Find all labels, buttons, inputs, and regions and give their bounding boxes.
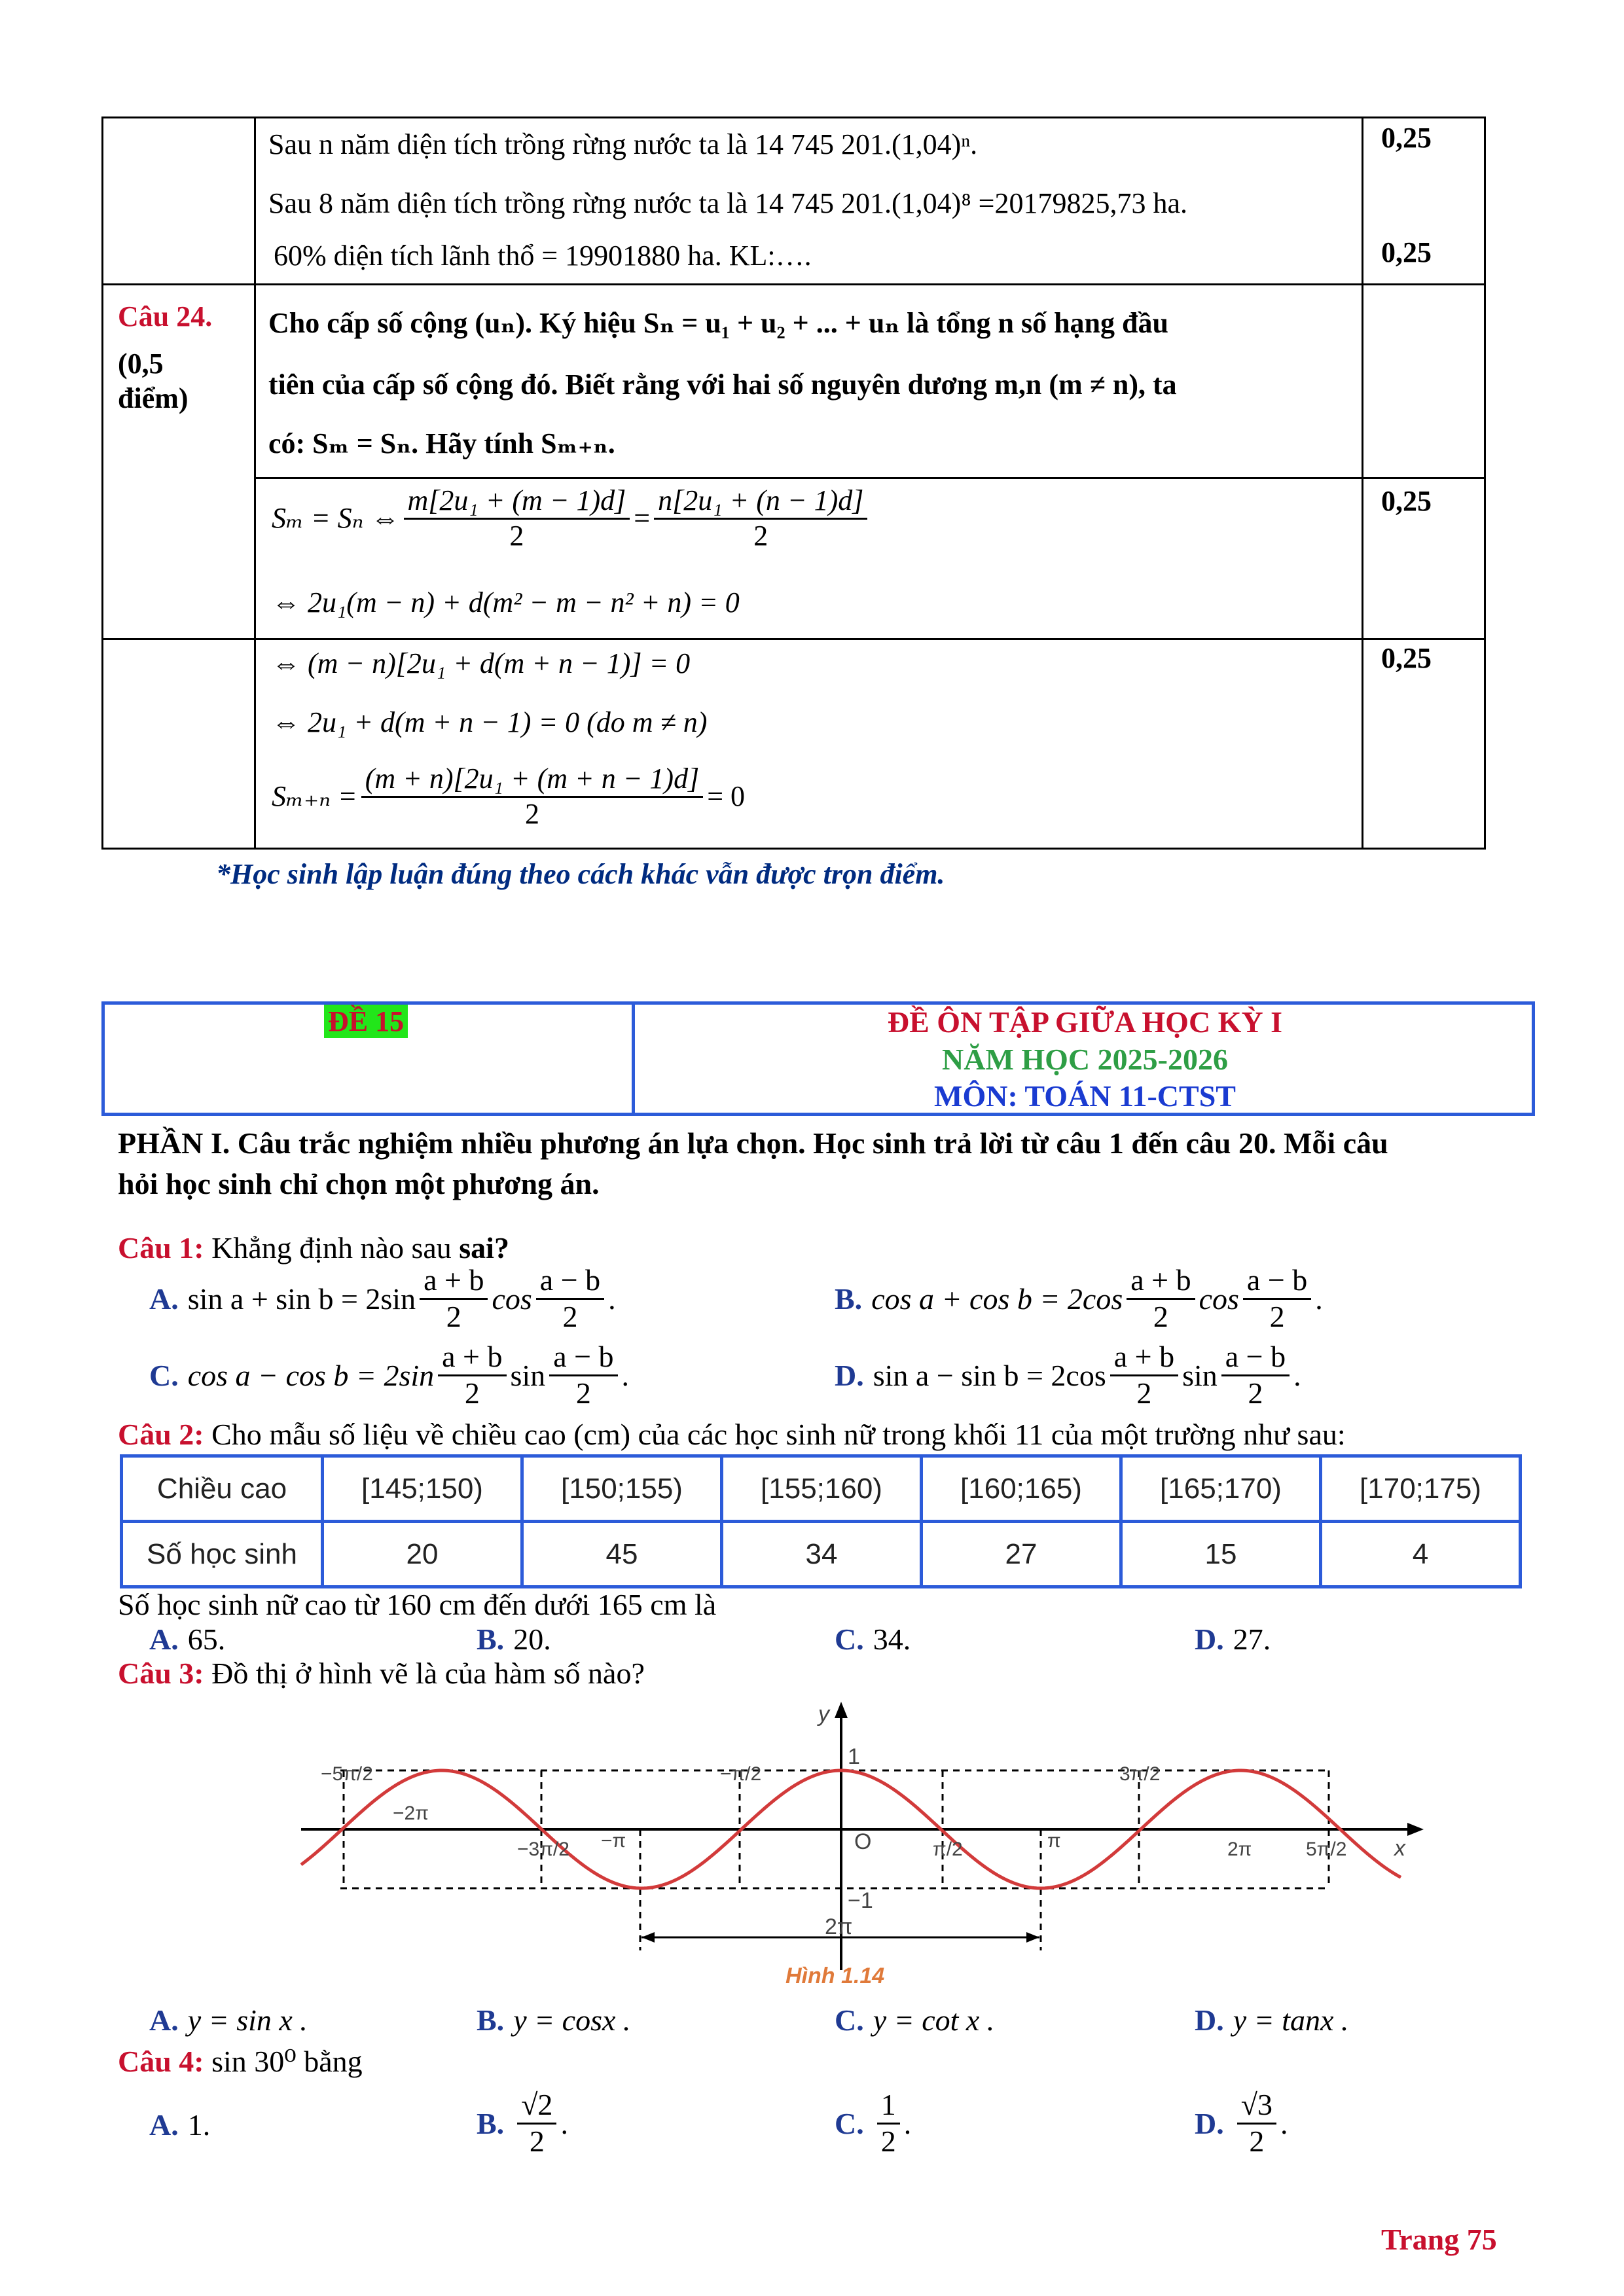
q4-d-frac [1237,2088,1276,2159]
question-2-text: Cho mẫu số liệu về chiều cao (cm) của các học sinh nữ trong khối 11 của một trường như sau: [211,1418,1346,1451]
row4-lhs: Sₘ₊ₙ = [272,780,357,812]
row2-line3: có: Sₘ = Sₙ. Hãy tính Sₘ₊ₙ. [268,427,615,459]
count-cell: 15 [1121,1522,1321,1587]
scoring-note: *Học sinh lập luận đúng theo cách khác vẫn được trọn điểm. [216,858,945,890]
interval-cell: [145;150) [323,1456,522,1522]
question-24-label: Câu 24. [118,300,213,332]
q4-b-num: √2 [517,2088,556,2125]
row3-frac2-den: 2 [753,519,768,552]
q3-b-value: y = cosx . [513,2003,631,2037]
q2-d-value: 27. [1233,1623,1271,1656]
question-3-option-c[interactable] [835,2003,994,2037]
q1-d-frac2-num: a − b [1221,1340,1290,1376]
y-top-label: 1 [848,1744,860,1769]
row2-line1: Cho cấp số cộng (uₙ). Ký hiệu Sₙ = u₁ + u₂ + ... + uₙ là tổng n số hạng đầu [268,307,1168,339]
row1-score2: 0,25 [1381,236,1432,268]
q1-b-frac2 [1243,1263,1311,1335]
row4-score: 0,25 [1381,642,1432,674]
q1-d-label: D. [835,1358,864,1392]
q1-c-pre: cos a − cos b = 2sin [187,1358,435,1392]
question-1-option-a[interactable] [149,1263,616,1335]
period-arrow-left-head [641,1932,655,1943]
origin-label: O [854,1829,872,1854]
tick-5pi-2: 5π/2 [1306,1839,1347,1860]
page-number: Trang 75 [1381,2223,1497,2256]
q4-b-frac [517,2088,556,2159]
q1-d-frac2-den: 2 [1248,1376,1263,1410]
question-2-option-d[interactable] [1195,1622,1271,1657]
tick-3pi-2: 3π/2 [1119,1763,1161,1785]
q1-d-frac2 [1221,1340,1290,1411]
question-24-points: (0,5 điểm) [118,348,189,414]
exam-title: ĐỀ ÔN TẬP GIỮA HỌC KỲ I [887,1005,1283,1039]
q4-c-label: C. [835,2106,864,2140]
count-cell: 27 [922,1522,1121,1587]
q4-d-end: . [1280,2106,1288,2140]
question-2-option-c[interactable] [835,1622,911,1657]
row3-frac2-num: n[2u₁ + (n − 1)d] [654,484,867,520]
q1-b-frac2-den: 2 [1269,1299,1285,1333]
tick-neg-5pi-2: −5π/2 [321,1763,373,1785]
q1-c-end: . [621,1358,630,1392]
row3-lhs: Sₘ = Sₙ ⇔ [272,501,400,534]
q1-d-mid: sin [1182,1358,1218,1392]
question-1-option-d[interactable] [835,1340,1301,1411]
q1-c-frac2 [549,1340,617,1411]
q1-a-label: A. [149,1282,179,1316]
tick-2pi: 2π [1227,1839,1252,1860]
q1-b-frac1 [1127,1263,1195,1335]
part1-line2: hỏi học sinh chỉ chọn một phương án. [118,1167,600,1200]
period-label: 2π [825,1914,853,1939]
table-row [122,1522,1521,1587]
q2-d-label: D. [1195,1623,1224,1656]
y-bottom-label: −1 [848,1888,873,1913]
question-3-option-b[interactable] [477,2003,630,2037]
tick-pi: π [1047,1830,1061,1852]
q1-d-frac1-num: a + b [1110,1340,1178,1376]
exam-code: ĐỀ 15 [324,1005,408,1038]
question-4-text: sin 30⁰ bằng [211,2045,363,2078]
q1-a-frac1 [420,1263,488,1335]
q3-a-value: y = sin x . [187,2003,308,2037]
question-3-option-a[interactable] [149,2003,308,2037]
q1-b-label: B. [835,1282,863,1316]
interval-cell: [155;160) [722,1456,922,1522]
q1-c-frac1-den: 2 [464,1376,480,1410]
q4-a-label: A. [149,2108,179,2142]
count-cell: 34 [722,1522,922,1587]
q3-c-label: C. [835,2003,864,2037]
q1-a-frac2-num: a − b [536,1263,604,1300]
q1-b-mid: cos [1199,1282,1239,1316]
q1-a-end: . [608,1282,616,1316]
question-4-option-a[interactable] [149,2108,210,2142]
q2-a-label: A. [149,1623,179,1656]
row3-frac1 [404,484,630,552]
q1-a-frac2-den: 2 [562,1299,578,1333]
row2-line2: tiên của cấp số cộng đó. Biết rằng với hai số nguyên dương m,n (m ≠ n), ta [268,368,1177,401]
q1-d-frac1-den: 2 [1136,1376,1152,1410]
q1-a-pre: sin a + sin b = 2sin [187,1282,416,1316]
q1-a-mid: cos [492,1282,532,1316]
tick-neg-pi: −π [601,1830,626,1852]
interval-cell: [165;170) [1121,1456,1321,1522]
count-cell: 20 [323,1522,522,1587]
q4-b-den: 2 [529,2124,545,2158]
row3-score: 0,25 [1381,485,1432,517]
question-4-label: Câu 4: [118,2045,204,2078]
row3-frac1-num: m[2u₁ + (m − 1)d] [404,484,630,520]
q1-a-frac1-num: a + b [420,1263,488,1300]
q3-a-label: A. [149,2003,179,2037]
period-arrow-right-head [1026,1932,1039,1943]
question-4 [118,2043,363,2079]
question-3 [118,1656,645,1691]
q4-c-frac [877,2088,900,2159]
q1-c-frac1 [438,1340,506,1411]
q1-b-end: . [1315,1282,1323,1316]
question-3-text: Đồ thị ở hình vẽ là của hàm số nào? [211,1657,645,1690]
question-1-text: Khẳng định nào sau [211,1231,452,1265]
row4-line2: ⇔ 2u₁ + d(m + n − 1) = 0 (do m ≠ n) [272,706,708,738]
part1-line1: PHẦN I. Câu trắc nghiệm nhiều phương án lựa chọn. Học sinh trả lời từ câu 1 đến câu 20. Mỗi câu [118,1126,1388,1160]
row3-frac1-den: 2 [509,519,524,552]
q4-a-value: 1. [187,2108,211,2142]
y-axis-label: y [818,1702,829,1727]
q1-a-frac2 [536,1263,604,1335]
q2-c-value: 34. [873,1623,911,1656]
q1-c-mid: sin [510,1358,546,1392]
question-2-option-b[interactable] [477,1622,551,1657]
question-4-option-b[interactable] [477,2088,568,2159]
row-label-count: Số học sinh [122,1522,323,1587]
q3-b-label: B. [477,2003,505,2037]
row3-equation [272,484,871,552]
q4-c-den: 2 [880,2124,896,2158]
row4-line1: ⇔ (m − n)[2u₁ + d(m + n − 1)] = 0 [272,647,691,679]
q1-c-label: C. [149,1358,179,1392]
q1-c-frac2-num: a − b [549,1340,617,1376]
x-axis-arrow [1407,1823,1424,1836]
q2-a-value: 65. [187,1623,226,1656]
q1-d-pre: sin a − sin b = 2cos [873,1358,1106,1392]
row4-frac-num: (m + n)[2u₁ + (m + n − 1)d] [361,762,703,798]
question-3-label: Câu 3: [118,1657,204,1690]
row3-frac2 [654,484,867,552]
row1-line2: Sau 8 năm diện tích trồng rừng nước ta là 14 745 201.(1,04)⁸ =20179825,73 ha. [268,187,1188,219]
q4-b-end: . [560,2106,568,2140]
count-cell: 45 [522,1522,722,1587]
tick-neg-pi-2: −π/2 [720,1763,762,1785]
q1-c-frac1-num: a + b [438,1340,506,1376]
question-1-label: Câu 1: [118,1231,204,1265]
tick-neg-3pi-2: −3π/2 [517,1839,569,1860]
q1-d-frac1 [1110,1340,1178,1411]
q2-b-value: 20. [513,1623,551,1656]
q4-d-label: D. [1195,2106,1224,2140]
row3-line2: ⇔ 2u₁(m − n) + d(m² − m − n² + n) = 0 [272,586,740,619]
tick-pi-2: π/2 [933,1839,963,1860]
q1-b-frac1-num: a + b [1127,1263,1195,1300]
row4-equation [272,762,745,831]
q1-c-frac2-den: 2 [575,1376,591,1410]
row1-line3: 60% diện tích lãnh thổ = 19901880 ha. KL:…. [274,240,812,272]
q3-d-value: y = tanx . [1233,2003,1349,2037]
q1-b-frac1-den: 2 [1153,1299,1168,1333]
q4-d-den: 2 [1249,2124,1265,2158]
question-2 [118,1417,1346,1452]
cosine-graph [288,1695,1440,1996]
interval-cell: [160;165) [922,1456,1121,1522]
q1-b-pre: cos a + cos b = 2cos [871,1282,1123,1316]
q4-d-num: √3 [1237,2088,1276,2125]
y-axis-arrow [835,1702,848,1718]
row4-rhs: = 0 [707,780,746,812]
question-1-emph: sai? [459,1231,509,1265]
row-label-height: Chiều cao [122,1456,323,1522]
question-1 [118,1230,509,1265]
row3-eq: = [634,501,651,534]
q2-b-label: B. [477,1623,505,1656]
question-2-prompt: Số học sinh nữ cao từ 160 cm đến dưới 165 cm là [118,1588,717,1621]
table-row [122,1456,1521,1522]
question-2-option-a[interactable] [149,1622,225,1657]
q4-c-end: . [903,2106,912,2140]
row1-score1: 0,25 [1381,122,1432,154]
interval-cell: [170;175) [1321,1456,1521,1522]
q1-a-frac1-den: 2 [446,1299,461,1333]
question-2-label: Câu 2: [118,1418,204,1451]
q1-b-frac2-num: a − b [1243,1263,1311,1300]
x-axis-label: x [1394,1836,1405,1861]
q3-c-value: y = cot x . [873,2003,995,2037]
question-3-option-d[interactable] [1195,2003,1348,2037]
question-1-option-c[interactable] [149,1340,629,1411]
exam-year: NĂM HỌC 2025-2026 [942,1043,1228,1076]
count-cell: 4 [1321,1522,1521,1587]
row4-frac [361,762,703,831]
question-4-option-c[interactable] [835,2088,911,2159]
interval-cell: [150;155) [522,1456,722,1522]
q1-d-end: . [1293,1358,1301,1392]
q4-b-label: B. [477,2106,505,2140]
q3-d-label: D. [1195,2003,1224,2037]
exam-subject: MÔN: TOÁN 11-CTST [934,1079,1236,1113]
question-4-option-d[interactable] [1195,2088,1288,2159]
q2-c-label: C. [835,1623,864,1656]
question-1-option-b[interactable] [835,1263,1323,1335]
row1-line1: Sau n năm diện tích trồng rừng nước ta là 14 745 201.(1,04)ⁿ. [268,128,978,160]
row4-frac-den: 2 [524,797,539,830]
figure-caption: Hình 1.14 [785,1964,885,1988]
tick-neg-2pi: −2π [393,1803,429,1824]
q4-c-num: 1 [877,2088,900,2125]
height-data-table [120,1454,1522,1588]
